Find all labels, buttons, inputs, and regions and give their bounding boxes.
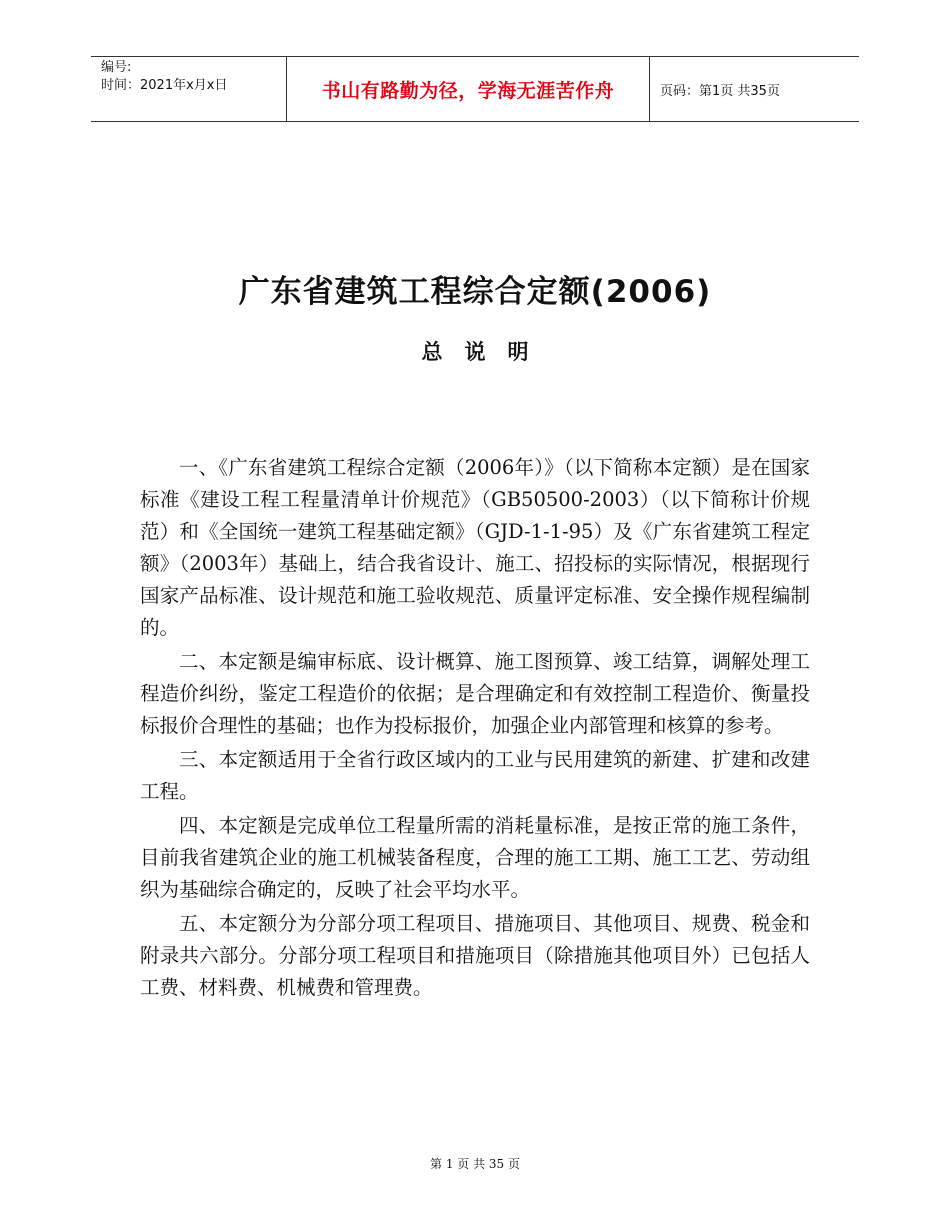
paragraph-3: 三、本定额适用于全省行政区域内的工业与民用建筑的新建、扩建和改建工程。 bbox=[140, 748, 810, 803]
page-footer: 第 1 页 共 35 页 bbox=[430, 1157, 520, 1171]
paragraph-1: 一、《广东省建筑工程综合定额（2006年）》（以下简称本定额）是在国家标准《建设工程工程量清单计价规范》（GB50500-2003）（以下简称计价规范）和《全国统一建筑工程基础定额》（GJD-1-1-95）及《广东省建筑工程定额》（2003年）基础上，结合我省设计、施工、招投标的实际情况，根据现行国家产品标准、设计规范和施工验收规范、质量评定标准、安全操作规程编制的。 bbox=[140, 456, 810, 639]
header-motto: 书山有路勤为径，学海无涯苦作舟 bbox=[287, 57, 650, 121]
paragraph-2: 二、本定额是编审标底、设计概算、施工图预算、竣工结算，调解处理工程造价纠纷，鉴定工程造价的依据；是合理确定和有效控制工程造价、衡量投标报价合理性的基础；也作为投标报价，加强企业内部管理和核算的参考。 bbox=[140, 650, 810, 737]
page-header bbox=[91, 56, 859, 122]
header-page-info: 页码：第1页 共35页 bbox=[660, 83, 780, 99]
time-line: 时间：2021年x月x日 bbox=[101, 78, 228, 93]
document-title: 广东省建筑工程综合定额(2006) bbox=[238, 274, 712, 310]
header-meta bbox=[91, 57, 287, 121]
paragraph-5: 五、本定额分为分部分项工程项目、措施项目、其他项目、规费、税金和附录共六部分。分部分项工程项目和措施项目（除措施其他项目外）已包括人工费、材料费、机械费和管理费。 bbox=[140, 912, 810, 999]
paragraph-4: 四、本定额是完成单位工程量所需的消耗量标准，是按正常的施工条件，目前我省建筑企业的施工机械装备程度，合理的施工工期、施工工艺、劳动组织为基础综合确定的，反映了社会平均水平。 bbox=[140, 814, 810, 901]
number-label: 编号: bbox=[101, 60, 132, 75]
document-body bbox=[140, 452, 810, 1006]
document-subtitle: 总说明 bbox=[421, 340, 551, 364]
